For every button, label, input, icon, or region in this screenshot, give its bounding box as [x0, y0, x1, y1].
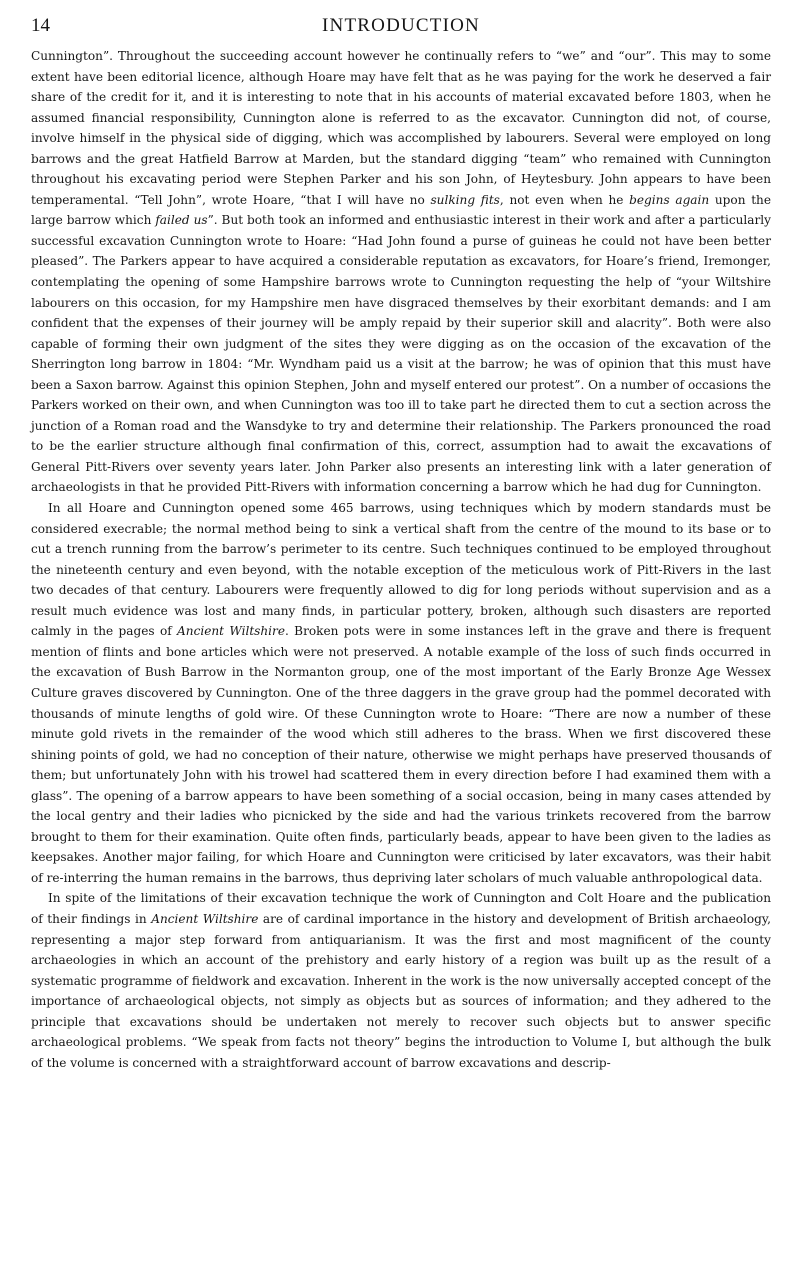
text-run: , not even when he: [499, 192, 630, 207]
chapter-title: INTRODUCTION: [322, 15, 480, 36]
italic-text: Ancient Wiltshire: [151, 911, 259, 926]
page-number: 14: [31, 15, 50, 36]
text-run: ”. But both took an informed and enthusiastic interest in their work and after a particularly successful excavation Cunnington wrote to Hoare: “Had John found a purse of guineas he could not have been better pleased”. The Parkers appear to have acquired a considerable reputation as excavators, for Hoare’s friend, Iremonger, contemplating the opening of some Hampshire barrows wrote to Cunnington requesting the help of “your Wiltshire labourers on this occasion, for my Hampshire men have disgraced themselves by their exorbitant demands: and I am confident that the expenses of their journey will be amply repaid by their superior skill and alacrity”. Both were also capable of forming their own judgment of the sites they were digging as on the occasion of the excavation of the Sherrington long barrow in 1804: “Mr. Wyndham paid us a visit at the barrow; he was of opinion that this must have been a Saxon barrow. Against this opinion Stephen, John and myself entered our protest”. On a number of occasions the Parkers worked on their own, and when Cunnington was too ill to take part he directed them to cut a section across the junction of a Roman road and the Wansdyke to try and determine their relationship. The Parkers pronounced the road to be the earlier structure although final confirmation of this, correct, assumption had to await the excavations of General Pitt-Rivers over seventy years later. John Parker also presents an interesting link with a later generation of archaeologists in that he provided Pitt-Rivers with information concerning a barrow which he had dug for Cunnington.: [31, 213, 771, 495]
italic-text: Ancient Wiltshire: [177, 624, 285, 639]
paragraph: [31, 498, 771, 888]
italic-text: sulking fits: [430, 192, 500, 207]
paragraph: [31, 888, 771, 1073]
text-run: . Broken pots were in some instances left in the grave and there is frequent mention of flints and bone articles which were not preserved. A notable example of the loss of such finds occurred in the excavation of Bush Barrow in the Normanton group, one of the most important of the Early Bronze Age Wessex Culture graves discovered by Cunnington. One of the three daggers in the grave group had the pommel decorated with thousands of minute lengths of gold wire. Of these Cunnington wrote to Hoare: “There are now a number of these minute gold rivets in the remainder of the wood which still adheres to the brass. When we first discovered these shining points of gold, we had no conception of their nature, otherwise we might perhaps have preserved thousands of them; but unfortunately John with his trowel had scattered them in every direction before I had examined them with a glass”. The opening of a barrow appears to have been something of a social occasion, being in many cases attended by the local gentry and their ladies who picnicked by the side and had the various trinkets recovered from the barrow brought to them for their examination. Quite often finds, particularly beads, appear to have been given to the ladies as keepsakes. Another major failing, for which Hoare and Cunnington were criticised by later excavators, was their habit of re-interring the human remains in the barrows, thus depriving later scholars of much valuable anthropological data.: [31, 624, 771, 885]
italic-text: failed us: [155, 213, 208, 228]
body-text: [31, 46, 771, 1073]
paragraph: [31, 46, 771, 498]
text-run: In all Hoare and Cunnington opened some 465 barrows, using techniques which by modern standards must be considered execrable; the normal method being to sink a vertical shaft from the centre of the mound to its base or to cut a trench running from the barrow’s perimeter to its centre. Such techniques continued to be employed throughout the nineteenth century and even beyond, with the notable exception of the meticulous work of Pitt-Rivers in the last two decades of that century. Labourers were frequently allowed to dig for long periods without supervision and as a result much evidence was lost and many finds, in particular pottery, broken, although such disasters are reported calmly in the pages of: [31, 501, 771, 639]
text-run: In spite of the limitations of their excavation technique the work of Cunnington and Colt Hoare and the publication of their findings in: [31, 891, 771, 926]
text-run: upon the large barrow which: [31, 192, 771, 228]
text-run: are of cardinal importance in the history and development of British archaeology, representing a major step forward from antiquarianism. It was the first and most magnificent of the county archaeologies in which an account of the prehistory and early history of a region was built up as the result of a systematic programme of fieldwork and excavation. Inherent in the work is the now universally accepted concept of the importance of archaeological objects, not simply as objects but as sources of information; and they adhered to the principle that excavations should be undertaken not merely to recover such objects but to answer specific archaeological problems. “We speak from facts not theory” begins the introduction to Volume I, but although the bulk of the volume is concerned with a straightforward account of barrow excavations and descrip-: [31, 911, 771, 1070]
running-header: [31, 12, 771, 42]
text-run: Cunnington”. Throughout the succeeding account however he continually refers to “we” and “our”. This may to some extent have been editorial licence, although Hoare may have felt that as he was paying for the work he deserved a fair share of the credit for it, and it is interesting to note that in his accounts of material excavated before 1803, when he assumed financial responsibility, Cunnington alone is referred to as the excavator. Cunnington did not, of course, involve himself in the physical side of digging, which was accomplished by labourers. Several were employed on long barrows and the great Hatfield Barrow at Marden, but the standard digging “team” who remained with Cunnington throughout his excavating period were Stephen Parker and his son John, of Heytesbury. John appears to have been temperamental. “Tell John”, wrote Hoare, “that I will have no: [31, 49, 771, 207]
italic-text: begins again: [629, 192, 710, 207]
